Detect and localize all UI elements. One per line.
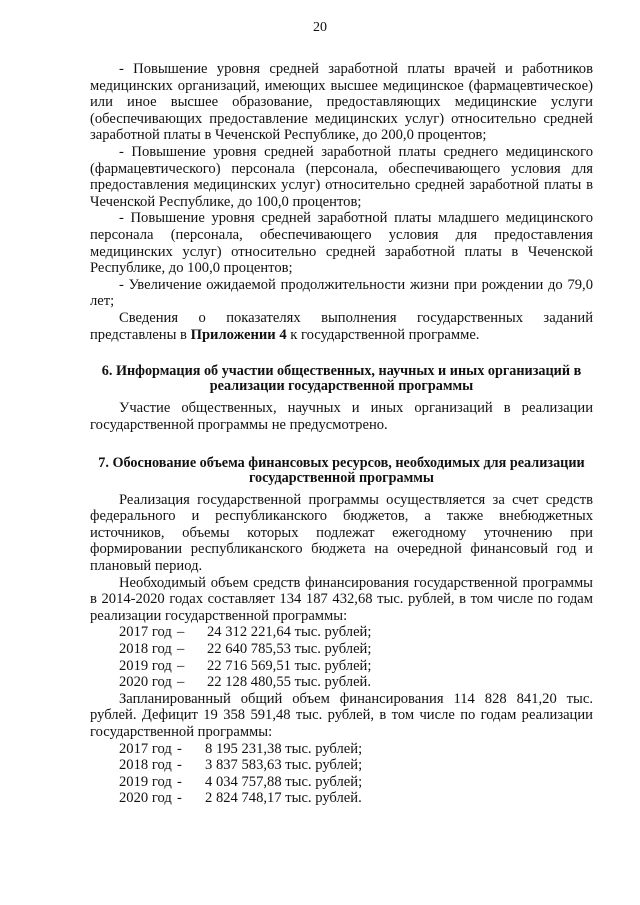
funding-sep: – — [177, 624, 185, 641]
funding-year: 2019 год — [119, 657, 172, 674]
funding-sep: – — [177, 641, 185, 657]
funding-row — [90, 658, 593, 675]
deficit-sep: - — [177, 773, 182, 790]
appendix-paragraph — [90, 310, 593, 343]
deficit-sep: - — [177, 740, 182, 757]
appendix-reference: Приложении 4 — [190, 326, 287, 343]
funding-year: 2017 год — [119, 624, 172, 641]
section-6-text: Участие общественных, научных и иных организаций в реализации государственной программы не предусмотрено. — [90, 400, 593, 433]
list-item-middle-staff-salary: - Повышение уровня средней заработной платы среднего медицинского (фармацевтического) персонала (персонала, обеспечивающего условия для предоставления медицинских услуг) относительно средней заработной платы в Чеченской Республике, до 100,0 процентов; — [90, 143, 593, 210]
deficit-row — [90, 741, 593, 758]
deficit-year: 2019 год — [119, 773, 172, 790]
deficit-row — [90, 790, 593, 807]
deficit-row — [90, 757, 593, 774]
funding-row — [90, 624, 593, 641]
deficit-amount: 2 824 748,17 тыс. рублей. — [205, 790, 362, 807]
appendix-text-after: к государственной программе. — [286, 326, 480, 343]
deficit-year: 2017 год — [119, 740, 172, 757]
deficit-amount: 3 837 583,63 тыс. рублей; — [205, 757, 363, 774]
deficit-by-year-list — [90, 741, 593, 807]
funding-amount: 22 128 480,55 тыс. рублей. — [207, 674, 372, 691]
funding-year: 2020 год — [119, 674, 172, 691]
funding-amount: 22 716 569,51 тыс. рублей; — [207, 657, 372, 674]
funding-sep: – — [177, 674, 185, 691]
deficit-row — [90, 774, 593, 791]
deficit-sep: - — [177, 790, 182, 807]
section-6-heading: 6. Информация об участии общественных, научных и иных организаций в реализации государственной программы — [101, 363, 582, 394]
funding-year: 2018 год — [119, 641, 172, 657]
funding-amount: 22 640 785,53 тыс. рублей; — [207, 641, 372, 657]
funding-row — [90, 674, 593, 691]
appendix-text-before: Сведения о показателях выполнения государственных заданий представлены в — [90, 309, 593, 343]
deficit-year: 2018 год — [119, 757, 172, 774]
deficit-sep: - — [177, 757, 182, 774]
page-number: 20 — [313, 20, 327, 35]
section-7-paragraph-planned: Запланированный общий объем финансирования 114 828 841,20 тыс. рублей. Дефицит 19 358 591,48 тыс. рублей, в том числе по годам реализации государственной программы: — [90, 690, 593, 740]
deficit-amount: 4 034 757,88 тыс. рублей; — [205, 773, 363, 790]
document-body — [90, 61, 593, 807]
list-item-life-expectancy: - Увеличение ожидаемой продолжительности жизни при рождении до 79,0 лет; — [90, 276, 593, 310]
list-item-junior-staff-salary: - Повышение уровня средней заработной платы младшего медицинского персонала (персонала, обеспечивающего условия для предоставления медицинских услуг) относительно средней заработной платы в Чеченской Республике, до 100,0 процентов; — [90, 210, 593, 277]
funding-amount: 24 312 221,64 тыс. рублей; — [207, 624, 372, 641]
section-7-paragraph-total: Необходимый объем средств финансирования государственной программы в 2014-2020 годах составляет 134 187 432,68 тыс. рублей, в том числе по годам реализации государственной программы: — [90, 574, 593, 624]
section-7-paragraph-sources: Реализация государственной программы осуществляется за счет средств федерального и республиканского бюджетов, а также внебюджетных источников, объемы которых подлежат ежегодному уточнению при формировании республиканского бюджета на очередной финансовый год и плановый период. — [90, 491, 593, 575]
funding-by-year-list — [90, 624, 593, 690]
deficit-amount: 8 195 231,38 тыс. рублей; — [205, 740, 363, 757]
funding-sep: – — [177, 657, 185, 674]
deficit-year: 2020 год — [119, 790, 172, 807]
section-7-heading: 7. Обоснование объема финансовых ресурсов, необходимых для реализации государственной программы — [98, 455, 585, 487]
list-item-doctors-salary: - Повышение уровня средней заработной платы врачей и работников медицинских организаций, имеющих высшее медицинское (фармацевтическое) или иное высшее образование, предоставляющих медицинские услуги (обеспечивающих предоставление медицинских услуг) относительно средней заработной платы в Чеченской Республике, до 200,0 процентов; — [90, 61, 593, 144]
funding-row — [90, 641, 593, 658]
